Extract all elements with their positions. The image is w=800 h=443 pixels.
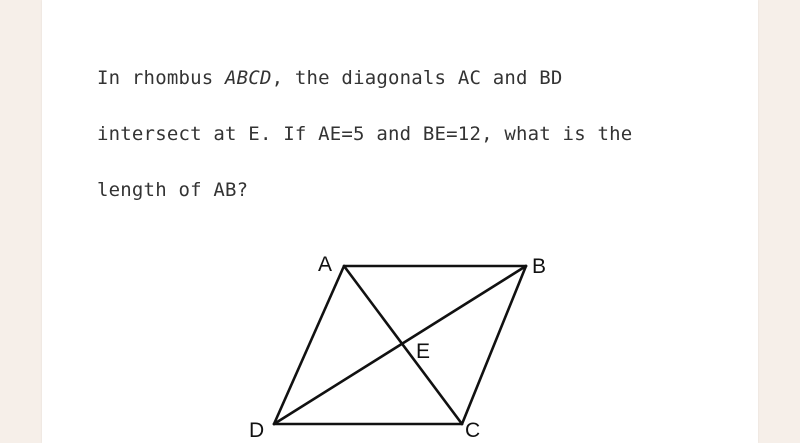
diagonal-ac (344, 266, 462, 424)
side-da (274, 266, 344, 424)
question-line-1-end: , the diagonals AC and BD (271, 67, 563, 89)
question-card (42, 0, 758, 443)
vertex-label-a: A (318, 253, 333, 276)
question-line-2: intersect at E. If AE=5 and BE=12, what is the (97, 123, 633, 145)
vertex-label-b: B (532, 255, 547, 278)
vertex-label-c: C (465, 419, 481, 442)
vertex-label-d: D (249, 419, 265, 442)
rhombus-figure (42, 0, 758, 443)
rhombus-name: ABCD (225, 67, 272, 89)
side-bc (462, 266, 526, 424)
question-line-3: length of AB? (97, 179, 249, 201)
question-line-1-start: In rhombus (97, 67, 226, 89)
intersection-label-e: E (416, 340, 431, 363)
diagonal-bd (274, 266, 526, 424)
